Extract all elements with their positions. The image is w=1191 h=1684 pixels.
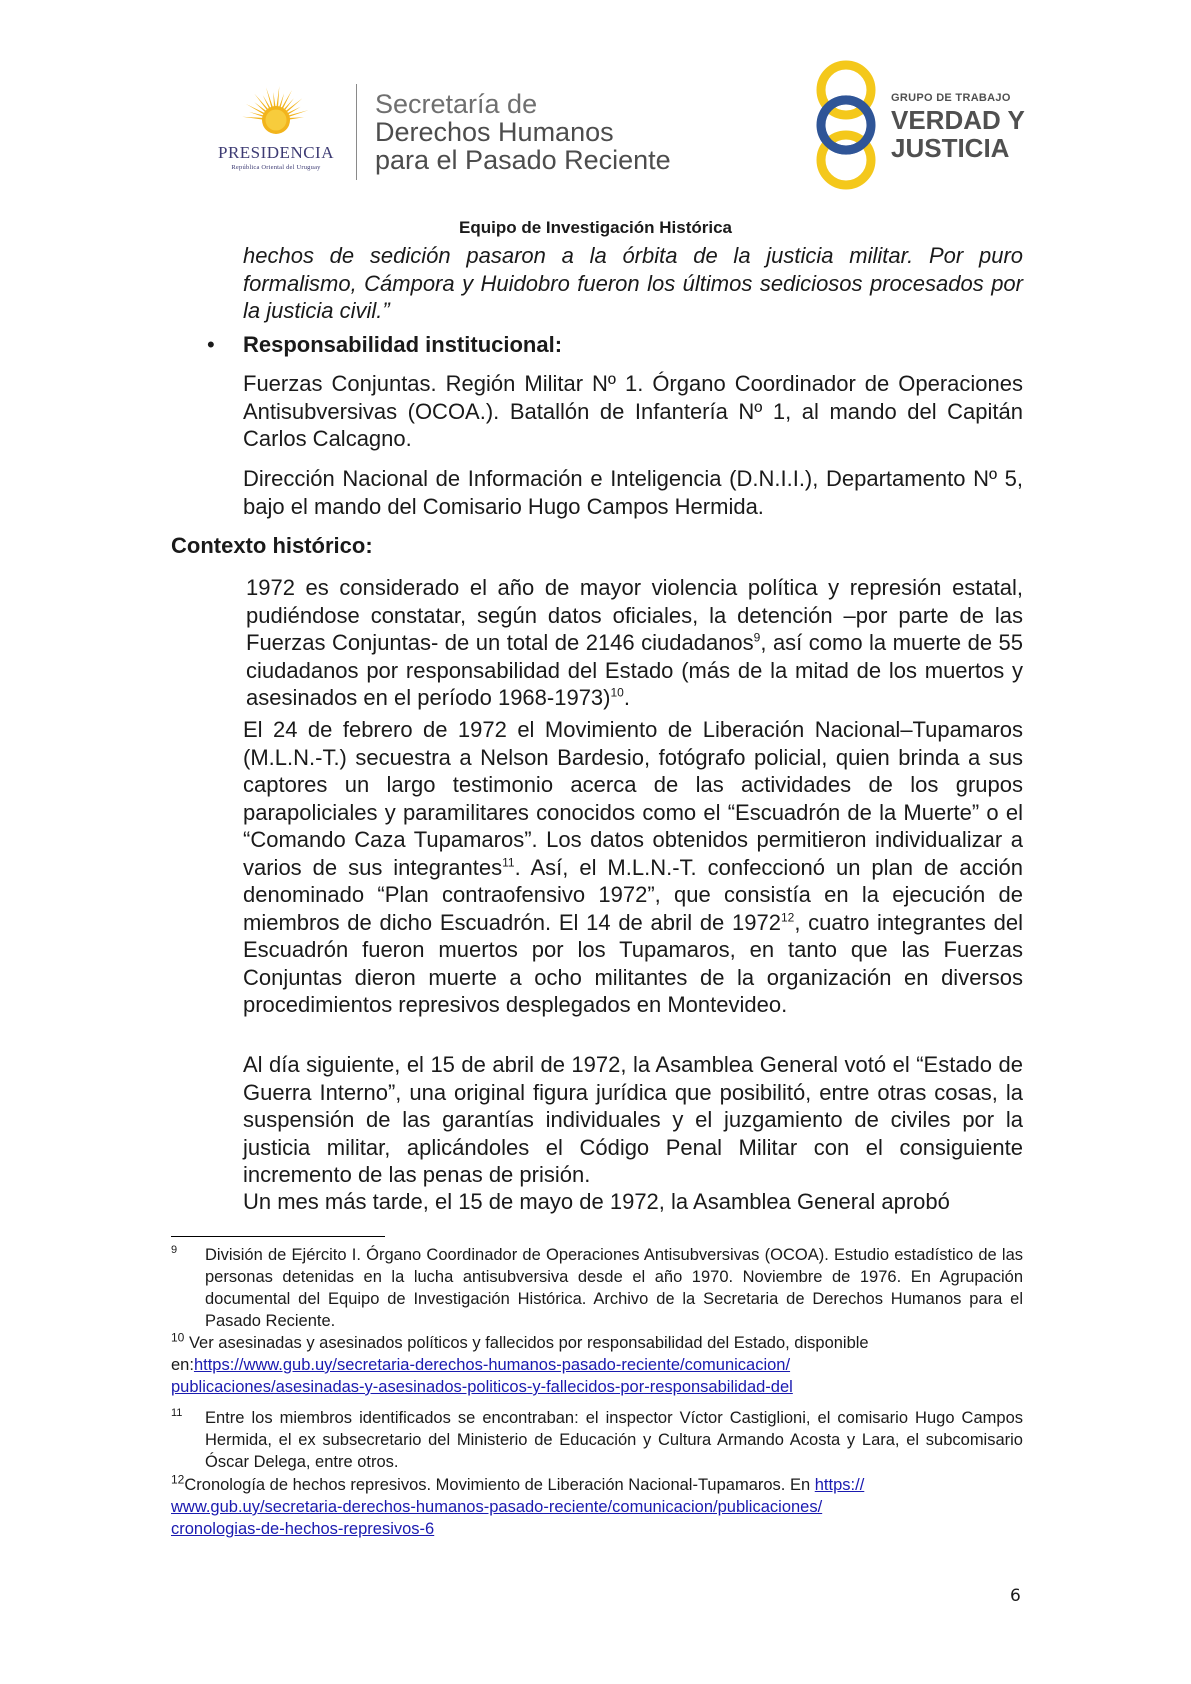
text-run: 1972 es considerado el año de mayor violencia política y represión estatal, pudiéndose constatar, según datos oficiales, la detención –por parte de las Fuerzas Conjuntas- de un total de 2146 ciudadanos — [246, 575, 1023, 655]
text-run: . — [623, 685, 630, 710]
footnote-separator — [171, 1236, 385, 1237]
footnote-12 — [171, 1474, 1023, 1540]
footnote-10-link-part-1[interactable]: https://www.gub.uy/secretaria-derechos-humanos-pasado-reciente/comunicacion/ — [193, 1356, 791, 1374]
footnote-9: División de Ejército I. Órgano Coordinador de Operaciones Antisubversivas (OCOA). Estudio estadístico de las personas detenidas en la lucha antisubversiva desde el año 1970. Noviembre de 1976. En Agrupación documental del Equipo de Investigación Histórica. Archivo de la Secretaria de Derechos Humanos para el Pasado Reciente. — [205, 1246, 1023, 1330]
grupo-name-line-2: JUSTICIA — [891, 133, 1010, 163]
responsabilidad-paragraph-2: Dirección Nacional de Información e Inteligencia (D.N.I.I.), Departamento Nº 5, bajo el mando del Comisario Hugo Campos Hermida. — [243, 466, 1023, 519]
footnote-12-link-part-2[interactable]: www.gub.uy/secretaria-derechos-humanos-pasado-reciente/comunicacion/publicaciones/ — [171, 1498, 823, 1516]
text-run: , cuatro integrantes del Escuadrón fueron muertos por los Tupamaros, en tanto que las Fuerzas Conjuntas dieron muerte a ocho militantes de la organización en diversos procedimientos represivos desplegados en Montevideo. — [243, 909, 1023, 1017]
contexto-paragraph-4: Un mes más tarde, el 15 de mayo de 1972, la Asamblea General aprobó — [243, 1189, 950, 1214]
footnote-11: Entre los miembros identificados se encontraban: el inspector Víctor Castiglioni, el comisario Hugo Campos Hermida, el ex subsecretario del Ministerio de Educación y Cultura Armando Acosta y Lara, el subcomisario Óscar Delega, entre otros. — [205, 1409, 1023, 1471]
footnote-10-number: 10 — [171, 1330, 185, 1345]
presidencia-wordmark: PRESIDENCIA — [217, 143, 334, 162]
sun-icon — [236, 84, 316, 146]
footnote-12-number: 12 — [171, 1472, 185, 1487]
header-divider — [356, 84, 357, 180]
footnote-ref-10[interactable]: 10 — [610, 685, 624, 700]
footnote-ref-12[interactable]: 12 — [780, 910, 795, 925]
grupo-name-line-1: VERDAD Y — [891, 105, 1025, 135]
presidencia-logo — [196, 84, 356, 180]
footnote-10-text: Ver asesinadas y asesinados políticos y fallecidos por responsabilidad del Estado, disponible en: — [171, 1334, 869, 1374]
footnote-ref-9[interactable]: 9 — [753, 630, 761, 645]
text-run: . Así, el M.L.N.-T. confeccionó un plan de acción denominado “Plan contraofensivo 1972”, que consistía en la ejecución de miembros de dicho Escuadrón. El 14 de abril de 1972 — [243, 854, 1024, 935]
page-number: 6 — [1010, 1586, 1021, 1606]
bullet-marker: • — [207, 332, 215, 357]
secretaria-logo-text — [375, 90, 671, 174]
sun-ray — [242, 117, 264, 120]
quote-paragraph: hechos de sedición pasaron a la órbita de la justicia militar. Por puro formalismo, Cámpora y Huidobro fueron los últimos sediciosos procesados por la justicia civil.” — [243, 243, 1023, 323]
grupo-label: GRUPO DE TRABAJO — [891, 92, 1011, 104]
footnote-11-number: 11 — [171, 1407, 183, 1419]
secretaria-line-1: Secretaría de — [375, 89, 538, 119]
sun-ray — [288, 117, 304, 119]
contexto-heading: Contexto histórico: — [171, 533, 373, 558]
text-run: El 24 de febrero de 1972 el Movimiento de Liberación Nacional–Tupamaros (M.L.N.-T.) secuestra a Nelson Bardesio, fotógrafo policial, quien brinda a sus captores un largo testimonio acerca de las actividades de los grupos parapoliciales y paramilitares conocidos como el “Escuadrón de la Muerte” o el “Comando Caza Tupamaros”. Los datos obtenidos permitieron individualizar a varios de sus integrantes — [243, 717, 1023, 880]
responsabilidad-paragraph-1: Fuerzas Conjuntas. Región Militar Nº 1. Órgano Coordinador de Operaciones Antisubversivas (OCOA.). Batallón de Infantería Nº 1, al mando del Capitán Carlos Calcagno. — [243, 371, 1023, 451]
text-run: , así como la muerte de 55 ciudadanos por responsabilidad del Estado (más de la mitad de los muertos y asesinados en el período 1968-1973) — [246, 630, 1024, 710]
contexto-paragraph-1 — [246, 574, 1023, 712]
footnote-12-text: Cronología de hechos represivos. Movimiento de Liberación Nacional-Tupamaros. En — [184, 1476, 815, 1494]
sun-ray — [276, 86, 279, 108]
rings-emblem-icon — [806, 60, 888, 190]
footnote-12-link-part-1[interactable]: https:// — [814, 1476, 865, 1494]
footnote-9-number: 9 — [171, 1244, 178, 1256]
footnote-10-link-part-2[interactable]: publicaciones/asesinadas-y-asesinados-politicos-y-fallecidos-por-responsabilidad-del — [171, 1378, 793, 1396]
secretaria-line-2: Derechos Humanos — [375, 117, 614, 147]
sun-ray — [273, 92, 275, 108]
footnote-12-link-part-3[interactable]: cronologias-de-hechos-represivos-6 — [171, 1520, 435, 1538]
footnote-ref-11[interactable]: 11 — [502, 855, 515, 870]
presidencia-subtitle: República Oriental del Uruguay — [231, 164, 321, 171]
contexto-paragraph-3: Al día siguiente, el 15 de abril de 1972, la Asamblea General votó el “Estado de Guerra Interno”, una original figura jurídica que posibilitó, entre otras cosas, la suspensión de las garantías individuales y el juzgamiento de civiles por la justicia militar, aplicándoles el Código Penal Militar con el consiguiente incremento de las penas de prisión. — [243, 1052, 1023, 1187]
sun-ray — [266, 88, 273, 109]
footnote-10 — [171, 1332, 1023, 1398]
sun-ray — [287, 110, 308, 117]
verdad-justicia-logo — [806, 60, 1026, 190]
secretaria-line-3: para el Pasado Reciente — [375, 145, 671, 175]
contexto-paragraph-2 — [243, 716, 1023, 1019]
responsabilidad-heading: Responsabilidad institucional: — [243, 332, 563, 357]
team-title: Equipo de Investigación Histórica — [459, 218, 732, 237]
